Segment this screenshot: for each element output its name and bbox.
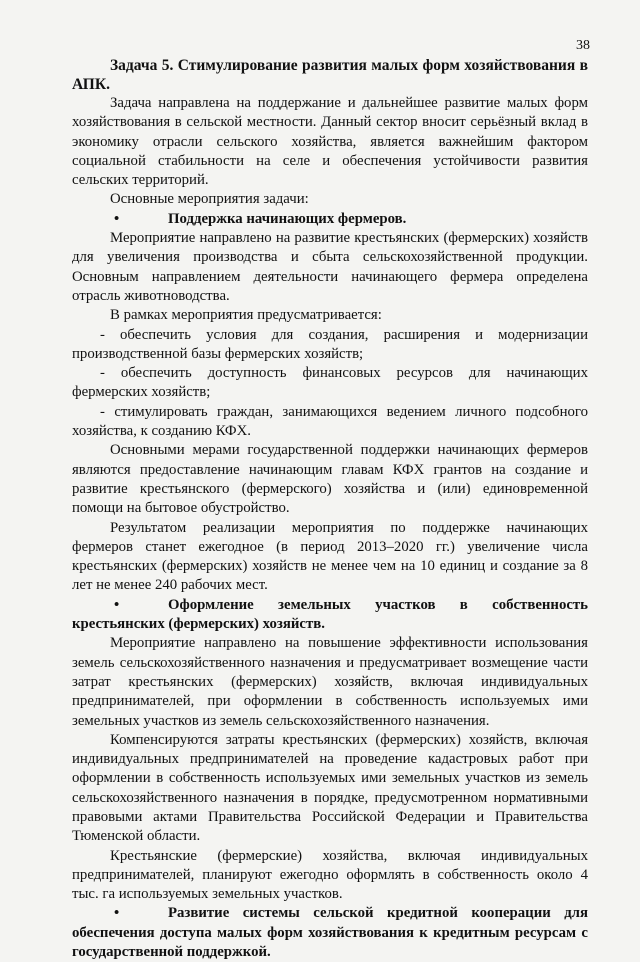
paragraph: Основными мерами государственной поддержки начинающих фермеров являются предоставление начинающим главам КФХ грантов на создание и развитие крестьянского (фермерского) хозяйства и (или) единовременной помощи на бытовое обустройство. <box>72 442 588 517</box>
section-heading-farmers <box>72 210 588 229</box>
task-title: Задача 5. Стимулирование развития малых форм хозяйствования в АПК. <box>72 57 588 93</box>
bullet-icon: • <box>114 210 120 227</box>
paragraph: Компенсируются затраты крестьянских (фермерских) хозяйств, включая индивидуальных предпринимателей на проведение кадастровых работ при оформлении в собственность используемых ими земельных участков из земель сельскохозяйственного назначения в порядке, предусмотренном нормативными правовыми актами Правительства Российской Федерации и Правительства Тюменской области. <box>72 731 588 845</box>
section-heading-credit <box>72 904 588 962</box>
paragraph: Мероприятие направлено на развитие крестьянских (фермерских) хозяйств для увеличения производства и сбыта сельскохозяйственной продукции. Основным направлением деятельности начинающего фермера определена отрасль животноводства. <box>72 230 588 304</box>
section-heading-text: Оформление земельных участков в собственность крестьянских (фермерских) хозяйств. <box>72 596 588 633</box>
section-heading-text: Поддержка начинающих фермеров. <box>168 210 407 227</box>
list-item: - стимулировать граждан, занимающихся ведением личного подсобного хозяйства, к созданию КФХ. <box>72 403 588 440</box>
section-heading-land <box>72 596 588 635</box>
paragraph: Результатом реализации мероприятия по поддержке начинающих фермеров станет ежегодное (в период 2013–2020 гг.) увеличение числа крестьянских (фермерских) хозяйств не менее чем на 10 единиц и создание за 8 лет не менее 240 рабочих мест. <box>72 519 588 594</box>
paragraph: В рамках мероприятия предусматривается: <box>110 307 382 324</box>
paragraph: Мероприятие направлено на повышение эффективности использования земель сельскохозяйственного назначения и предусматривает возмещение части затрат крестьянских (фермерских) хозяйств, включая индивидуальных предпринимателей, при оформлении в собственность используемых ими земельных участков из земель сельскохозяйственного назначения. <box>72 635 588 729</box>
bullet-icon: • <box>114 596 120 613</box>
bullet-icon: • <box>114 905 120 922</box>
section-heading-text: Развитие системы сельской кредитной кооперации для обеспечения доступа малых форм хозяйствования к кредитным ресурсам с государственной поддержкой. <box>72 905 588 961</box>
intro-paragraph: Задача направлена на поддержание и дальнейшее развитие малых форм хозяйствования в сельской местности. Данный сектор вносит серьёзный вклад в экономику отрасли сельского хозяйства, является важнейшим фактором социальной стабильности на селе и обеспечения устойчивости развития сельских территорий. <box>72 95 588 189</box>
list-item: - обеспечить условия для создания, расширения и модернизации производственной базы фермерских хозяйств; <box>72 326 588 362</box>
page-number: 38 <box>576 38 590 53</box>
list-item: - обеспечить доступность финансовых ресурсов для начинающих фермерских хозяйств; <box>72 365 588 401</box>
paragraph: Крестьянские (фермерские) хозяйства, включая индивидуальных предпринимателей, планируют ежегодно оформлять в собственность около 4 тыс. га используемых земельных участков. <box>72 847 588 903</box>
intro-lead-in: Основные мероприятия задачи: <box>110 191 309 208</box>
